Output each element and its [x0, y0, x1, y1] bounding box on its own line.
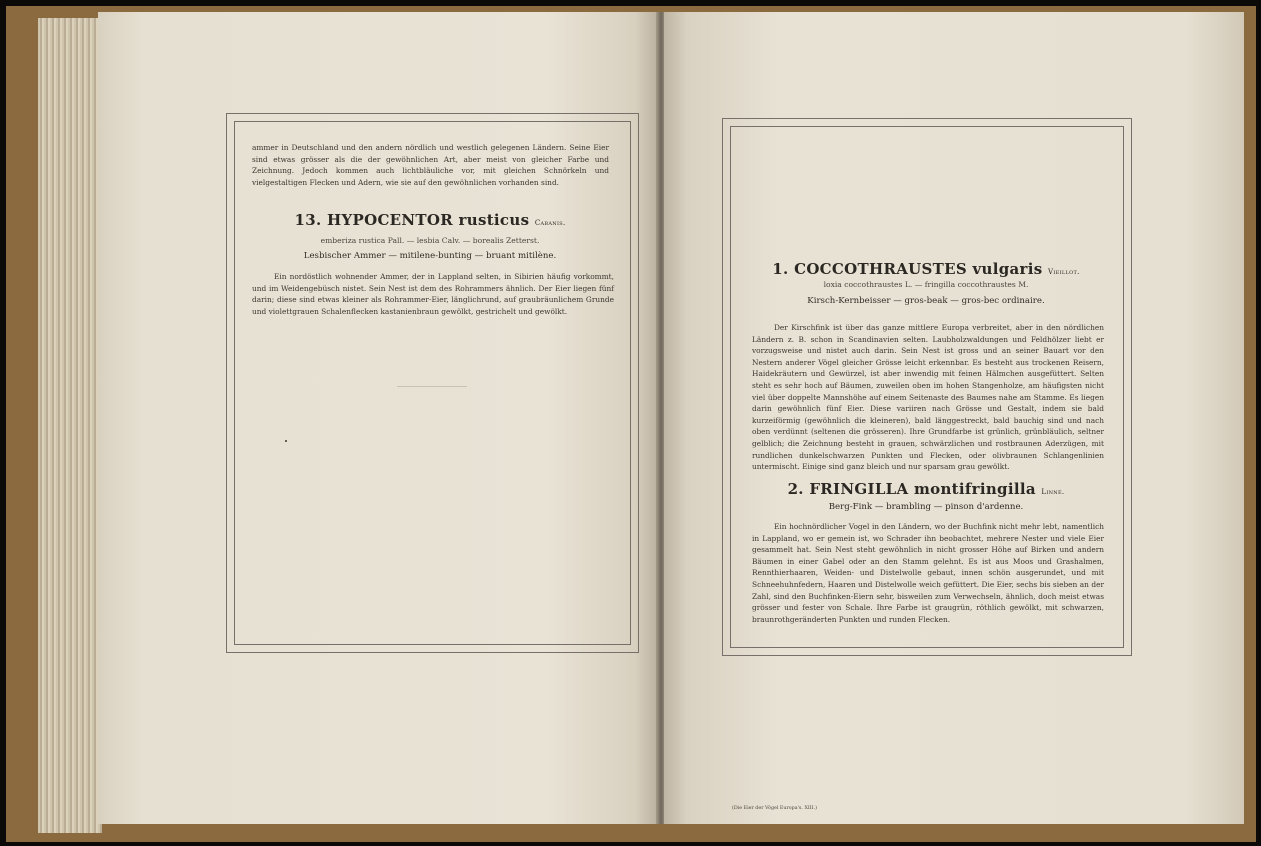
bleed-through-line [397, 386, 467, 387]
species-2-description: Ein hochnördlicher Vogel in den Ländern, wo der Buchfink nicht mehr lebt, namentlich in Lappland, wo er gemein ist, wo Schrader ihn beobachtet, mehrere Nester und viele Eier gesammelt hat. Sein Nest steht gewöhnlich in nicht grosser Höhe auf Birken und andern Bäumen in einer Gabel oder an den Stamm gelehnt. Es ist aus Moos und Grashalmen, Rennthierhaaren, Weiden- und Distelwolle gebaut, innen schön ausgerundet, und mit Schneehuhnfedern, Haaren und Distelwolle weich gefüttert. Die Eier, sechs bis sieben an der Zahl, sind den Buchfinken-Eiern sehr, bisweilen zum Verwechseln, ähnlich, doch meist etwas grösser und fester von Schale. Ihre Farbe ist graugrün, röthlich gewölkt, mit schwarzen, braunrothgeränderten Punkten und runden Flecken. [752, 522, 1104, 624]
species-1-title: 1. COCCOTHRAUSTES vulgaris [772, 260, 1043, 278]
left-intro-text: ammer in Deutschland und den andern nördlich und westlich gelegenen Ländern. Seine Eier sind etwas grösser als die der gewöhnlichen Art, aber meist von gleicher Farbe und Zeichnung. Jedoch kommen auch lichtbläuliche vor, mit gleichen Schnörkeln und vielgestaltigen Flecken und Adern, wie sie auf den gewöhnlichen vorhanden sind. [252, 143, 609, 187]
species-13-description: Ein nordöstlich wohnender Ammer, der in Lappland selten, in Sibirien häufig vorkommt, und im Weidengebüsch nistet. Sein Nest ist dem des Rohrammers ähnlich. Der Eier liegen fünf darin; diese sind etwas kleiner als Rohrammer-Eier, länglichrund, auf graubräunlichem Grunde und violettgrauen Schalenflecken kastanienbraun gewölkt, gestrichelt und gewölkt. [252, 272, 614, 316]
species-1-synonyms: loxia coccothraustes L. — fringilla coccothraustes M. [823, 280, 1029, 289]
species-1-heading [730, 260, 1122, 278]
species-2-author: Linné. [1041, 488, 1065, 496]
species-1-description: Der Kirschfink ist über das ganze mittlere Europa verbreitet, aber in den nördlichen Ländern z. B. schon in Scandinavien selten. Laubholzwaldungen und Feldhölzer liebt er vorzugsweise und nistet auch darin. Sein Nest ist gross und an seiner Bauart vor den Nestern anderer Vögel gleicher Grösse leicht erkennbar. Es besteht aus trockenen Reisern, Haidekräutern und Gewürzel, ist aber inwendig mit feinen Hälmchen ausgefüttert. Selten steht es sehr hoch auf Bäumen, zuweilen oben im hohen Stangenholze, am häufigsten nicht viel über doppelte Mannshöhe auf einem Seitenaste des Baumes nahe am Stamme. Es liegen darin gewöhnlich fünf Eier. Diese variiren nach Grösse und Gestalt, indem sie bald kurzeiförmig (gewöhnlich die kleineren), bald länggestreckt, bald bauchig sind und nach oben verdünnt (seltenen die grösseren). Ihre Grundfarbe ist grünlich, grünbläulich, seltner gelblich; die Zeichnung besteht in grauen, schwärzlichen und rostbraunen Aderzügen, mit rundlichen dunkelschwarzen Punkten und Flecken, oder olivbraunen Schlangenlinien untermischt. Einige sind ganz bleich und nur sparsam grau gewölkt. [752, 323, 1104, 472]
species-1-common-names: Kirsch-Kernbeisser — gros-beak — gros-bec ordinaire. [807, 296, 1045, 306]
species-2-title: 2. FRINGILLA montifringilla [787, 480, 1036, 498]
page-speck [285, 440, 287, 442]
species-13-common-names: Lesbischer Ammer — mitilene-bunting — bruant mitilène. [303, 251, 557, 261]
page-edges [38, 18, 102, 833]
page-footer: (Die Eier der Vögel Europa's. XIII.) [732, 806, 817, 811]
species-2-common-names: Berg-Fink — brambling — pinson d'ardenne. [828, 502, 1024, 512]
species-13-synonyms: emberiza rustica Pall. — lesbia Calv. — borealis Zetterst. [320, 236, 540, 245]
left-page-frame [226, 113, 639, 653]
left-page-inner-frame [234, 121, 631, 645]
species-13-author: Cabanis. [534, 219, 566, 227]
species-13-title: 13. HYPOCENTOR rusticus [294, 211, 530, 229]
species-13-heading [240, 211, 620, 229]
species-1-author: Vieillot. [1048, 268, 1080, 276]
species-2-heading [730, 480, 1122, 498]
